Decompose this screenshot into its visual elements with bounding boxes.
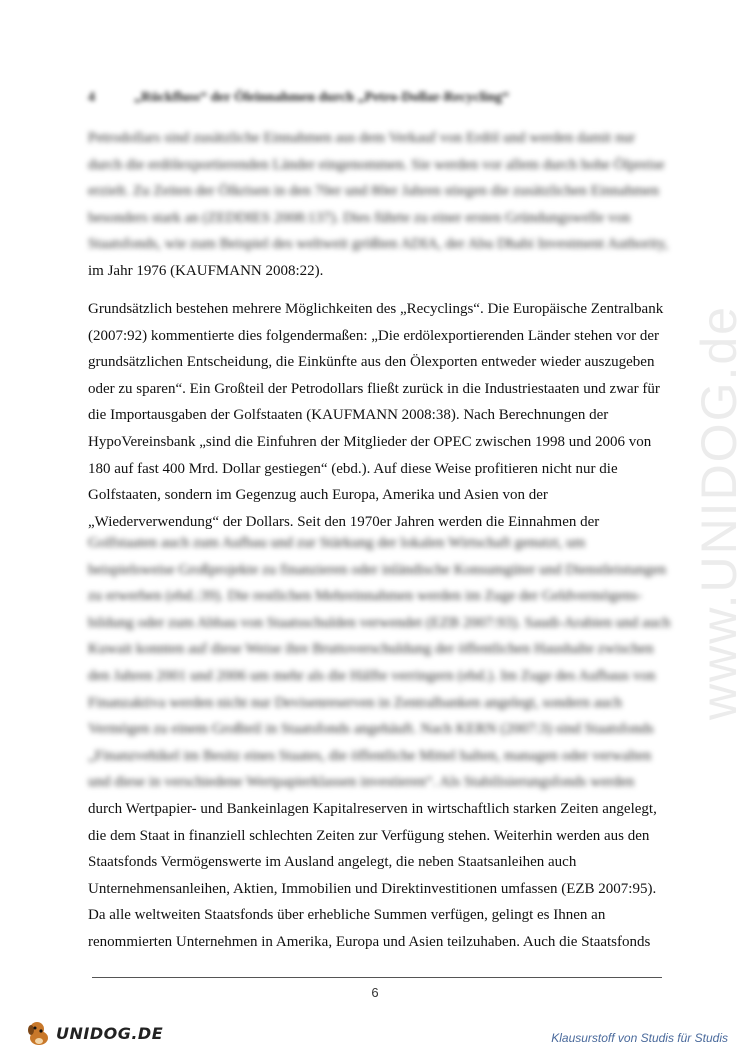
footer-slogan: Klausurstoff von Studis für Studis [551, 1031, 728, 1045]
text-line: Unternehmensanleihen, Aktien, Immobilien und Direktinvestitionen umfassen (EZB 2007:95). [88, 880, 657, 897]
text-line: Staatsfonds, wie zum Beispiel des weltweit größten ADIA, der Abu Dhabi Investment Authority, [88, 236, 669, 253]
text-line: Golfstaaten, sondern im Gegenzug auch Europa, Amerika und Asien von der [88, 487, 548, 504]
text-line: grundsätzlichen Entscheidung, die Einkünfte aus den Ölexporten entweder wieder auszugeben [88, 354, 655, 371]
text-line: Petrodollars sind zusätzliche Einnahmen aus dem Verkauf von Erdöl und werden damit nur [88, 130, 636, 146]
paragraph-2 [88, 296, 680, 535]
text-line: renommierten Unternehmen in Amerika, Europa und Asien teilzuhaben. Auch die Staatsfonds [88, 933, 651, 950]
section-title: „Rückfluss“ der Öleinnahmen durch „Petro-Dollar-Recycling“ [134, 90, 510, 105]
text-line: (2007:92) kommentierte dies folgendermaßen: „Die erdölexportierenden Länder stehen vor der [88, 327, 660, 344]
text-line: zu erwerben (ebd.:39). Die restlichen Mehreinnahmen werden im Zuge der Geldvermögens- [88, 588, 642, 605]
unidog-logo [24, 1018, 163, 1048]
section-heading [88, 90, 688, 106]
text-line: die Importausgaben der Golfstaaten (KAUFMANN 2008:38). Nach Berechnungen der [88, 407, 609, 424]
text-line: besonders stark an (ZEDDIES 2008:137). Dies führte zu einer ersten Gründungswelle von [88, 209, 631, 226]
text-line: den Jahren 2001 und 2006 um mehr als die Hälfte verringern (ebd.). Im Zuge des Aufbaus von [88, 667, 656, 684]
text-line: durch Wertpapier- und Bankeinlagen Kapitalreserven in wirtschaftlich starken Zeiten angelegt, [88, 801, 657, 817]
text-line: „Finanzvehikel im Besitz eines Staates, die öffentliche Mittel halten, managen oder verwalten [88, 747, 652, 764]
text-line: beispielsweise Großprojekte zu finanzieren oder inländische Konsumgüter und Dienstleistungen [88, 561, 667, 578]
text-line: Grundsätzlich bestehen mehrere Möglichkeiten des „Recyclings“. Die Europäische Zentralbank [88, 301, 664, 317]
text-line: oder zu sparen“. Ein Großteil der Petrodollars fließt zurück in die Industriestaaten und zwar für [88, 380, 660, 397]
text-line: HypoVereinsbank „sind die Einfuhren der Mitglieder der OPEC zwischen 1998 und 2006 von [88, 433, 652, 450]
text-line: „Wiederverwendung“ der Dollars. Seit den 1970er Jahren werden die Einnahmen der [88, 513, 600, 530]
paragraph-1-blurred [88, 125, 680, 258]
section-number: 4 [88, 90, 95, 105]
text-line: im Jahr 1976 (KAUFMANN 2008:22). [88, 263, 324, 279]
text-line: und diese in verschiedene Wertpapierklassen investieren“. Als Stabilisierungsfonds werden [88, 774, 635, 791]
text-line: durch die erdölexportierenden Länder eingenommen. Sie werden vor allem durch hohe Ölpreise [88, 156, 665, 173]
text-line: Finanzaktiva werden nicht nur Devisenreserven in Zentralbanken angelegt, sondern auch [88, 694, 622, 711]
logo-text: UNIDOG.DE [56, 1023, 164, 1043]
text-line: erzielt. Zu Zeiten der Ölkrisen in den 70er und 80er Jahren stiegen die zusätzlichen Einnahmen [88, 183, 660, 200]
paragraph-2-continued [88, 796, 680, 956]
text-line: 180 auf fast 400 Mrd. Dollar gestiegen“ (ebd.). Auf diese Weise profitieren nicht nur die [88, 460, 618, 477]
text-line: Kuwait konnten auf diese Weise ihre Bruttoverschuldung der öffentlichen Haushalte zwischen [88, 641, 654, 658]
paragraph-1-end [88, 258, 680, 285]
text-line: bildung oder zum Abbau von Staatsschulden verwendet (EZB 2007:93). Saudi-Arabien und auch [88, 614, 671, 631]
text-line: Da alle weltweiten Staatsfonds über erhebliche Summen verfügen, gelingt es Ihnen an [88, 907, 606, 924]
paragraph-2-blurred [88, 530, 680, 796]
text-line: die dem Staat in finanziell schlechten Zeiten zur Verfügung stehen. Weiterhin werden aus den [88, 827, 650, 844]
text-line: Vermögen zu einem Großteil in Staatsfonds angehäuft. Nach KERN (2007:3) sind Staatsfonds [88, 721, 654, 738]
page-number: 6 [371, 985, 379, 1000]
watermark: www.UNIDOG.de [691, 305, 747, 720]
dog-icon [24, 1018, 54, 1048]
text-line: Golfstaaten auch zum Aufbau und zur Stärkung der lokalen Wirtschaft genutzt, um [88, 535, 586, 551]
text-line: Staatsfonds Vermögenswerte im Ausland angelegt, die neben Staatsanleihen auch [88, 854, 577, 871]
footer-divider [92, 977, 662, 978]
